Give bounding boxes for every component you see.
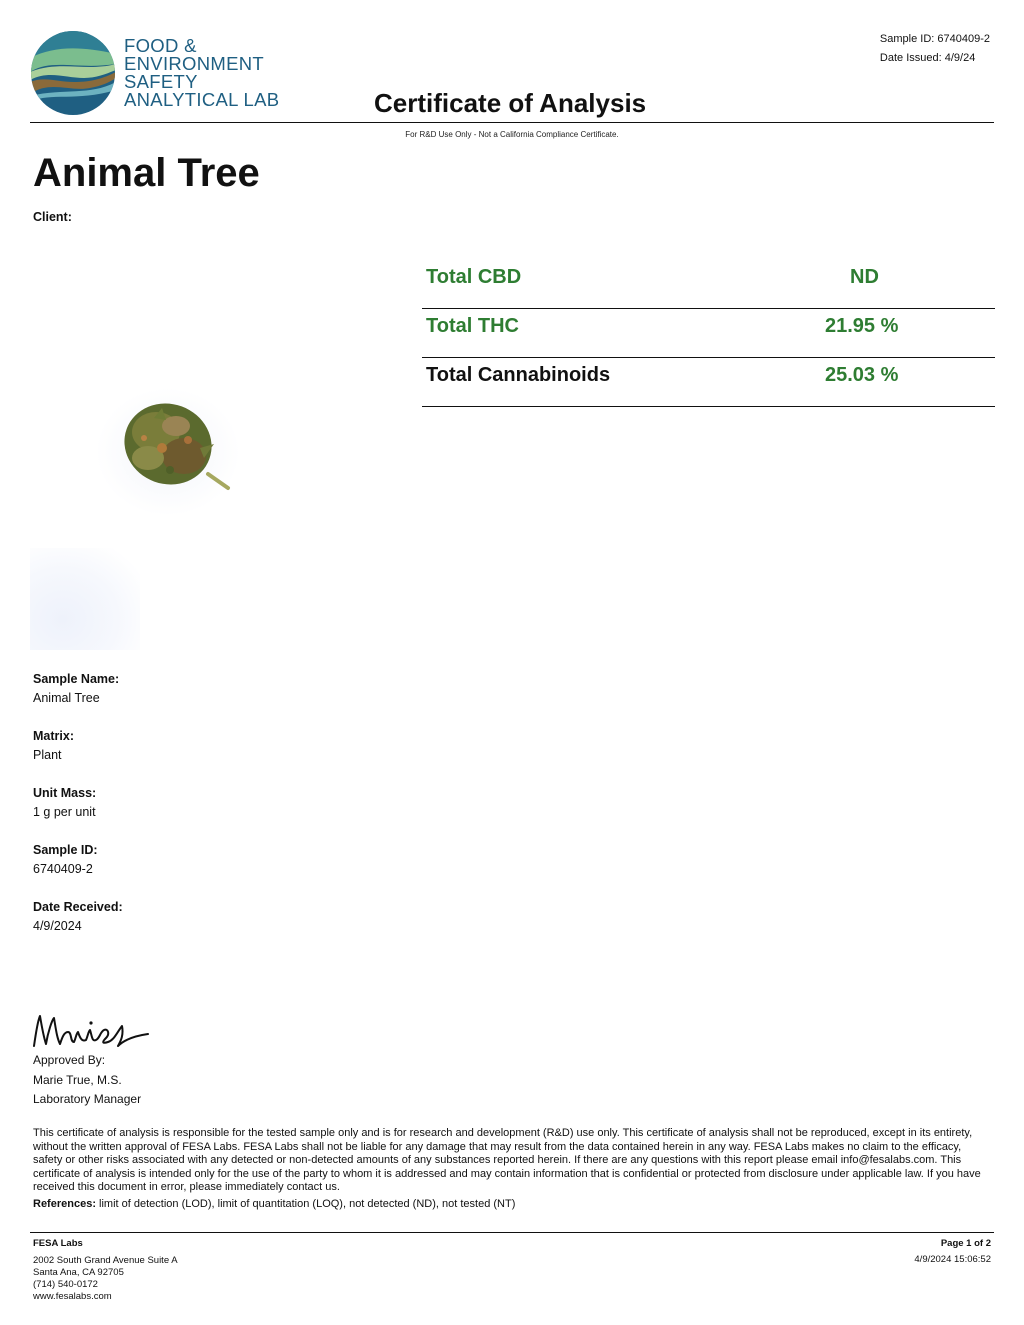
detail-label: Date Received: [33,900,123,914]
footer-divider [30,1232,994,1233]
detail-value: Animal Tree [33,691,100,705]
detail-label: Matrix: [33,729,74,743]
detail-value: Plant [33,748,62,762]
detail-value: 1 g per unit [33,805,96,819]
approver-name: Marie True, M.S. [33,1072,122,1087]
footer-company: FESA Labs [33,1238,83,1249]
legal-disclaimer: This certificate of analysis is responsible for the tested sample only and is for research and development (R&D) use only. This certificate of analysis shall not be reproduced, except in its entirety, without the written approval of FESA Labs. FESA Labs shall not be liable for any damage that may result from the data contained herein in any way. FESA Labs makes no claim to the efficacy, safety or other risks associated with any detected or non-detected amounts of any substances reported herein. If there are any questions with this report please email info@fesalabs.com. This certificate of analysis is intended only for the use of the party to whom it is addressed and may contain information that is confidential or protected from disclosure under applicable law. If you have received this document in error, please immediately contact us. [33,1127,981,1194]
detail-label: Unit Mass: [33,786,97,800]
logo-wordmark [124,37,279,109]
logo-line: FOOD & [124,35,197,56]
header-date-issued: Date Issued: 4/9/24 [879,52,976,64]
fesa-logo-icon [30,30,116,116]
footer-page-info [914,1238,991,1266]
summary-value: 21.95 % [825,315,899,337]
footer-address-line: 2002 South Grand Avenue Suite A [33,1255,178,1266]
client-label: Client: [33,210,72,224]
summary-value: ND [850,266,879,288]
sample-details [33,672,123,957]
summary-row-total-thc [422,311,995,358]
header-sample-id: Sample ID: 6740409-2 [879,33,990,45]
footer-address-line: Santa Ana, CA 92705 [33,1267,124,1278]
detail-label: Sample Name: [33,672,120,686]
sample-meta [880,30,990,68]
footer-address [33,1238,178,1303]
signature-image [30,1008,154,1052]
header-divider [30,122,994,123]
summary-row-total-cbd [422,262,995,309]
footer-phone: (714) 540-0172 [33,1279,98,1290]
approval-block [33,1051,141,1110]
footer-website: www.fesalabs.com [33,1291,112,1302]
approver-role: Laboratory Manager [33,1092,142,1106]
photo-shadow [30,548,140,650]
compliance-disclaimer: For R&D Use Only - Not a California Compliance Certificate. [405,130,619,139]
page-title: Certificate of Analysis [374,88,647,118]
cannabinoid-summary [422,262,995,409]
approved-by-label: Approved By: [33,1053,106,1067]
references-label: References: [33,1198,96,1210]
summary-label: Total Cannabinoids [426,364,611,386]
logo-line: SAFETY [124,71,198,92]
references-text: limit of detection (LOD), limit of quantitation (LOQ), not detected (ND), not tested (NT) [95,1198,516,1210]
page-number: Page 1 of 2 [940,1238,991,1249]
detail-label: Sample ID: [33,843,98,857]
logo-line: ENVIRONMENT [124,53,264,74]
logo-line: ANALYTICAL LAB [124,89,280,110]
footer-timestamp: 4/9/2024 15:06:52 [914,1254,991,1265]
summary-value: 25.03 % [825,364,899,386]
references [33,1198,515,1210]
summary-row-total-cannabinoids [422,360,995,407]
summary-label: Total THC [426,315,519,337]
detail-value: 4/9/2024 [33,919,82,933]
sample-photo [96,378,246,518]
product-name: Animal Tree [33,151,260,195]
detail-value: 6740409-2 [33,862,93,876]
summary-label: Total CBD [426,266,522,288]
